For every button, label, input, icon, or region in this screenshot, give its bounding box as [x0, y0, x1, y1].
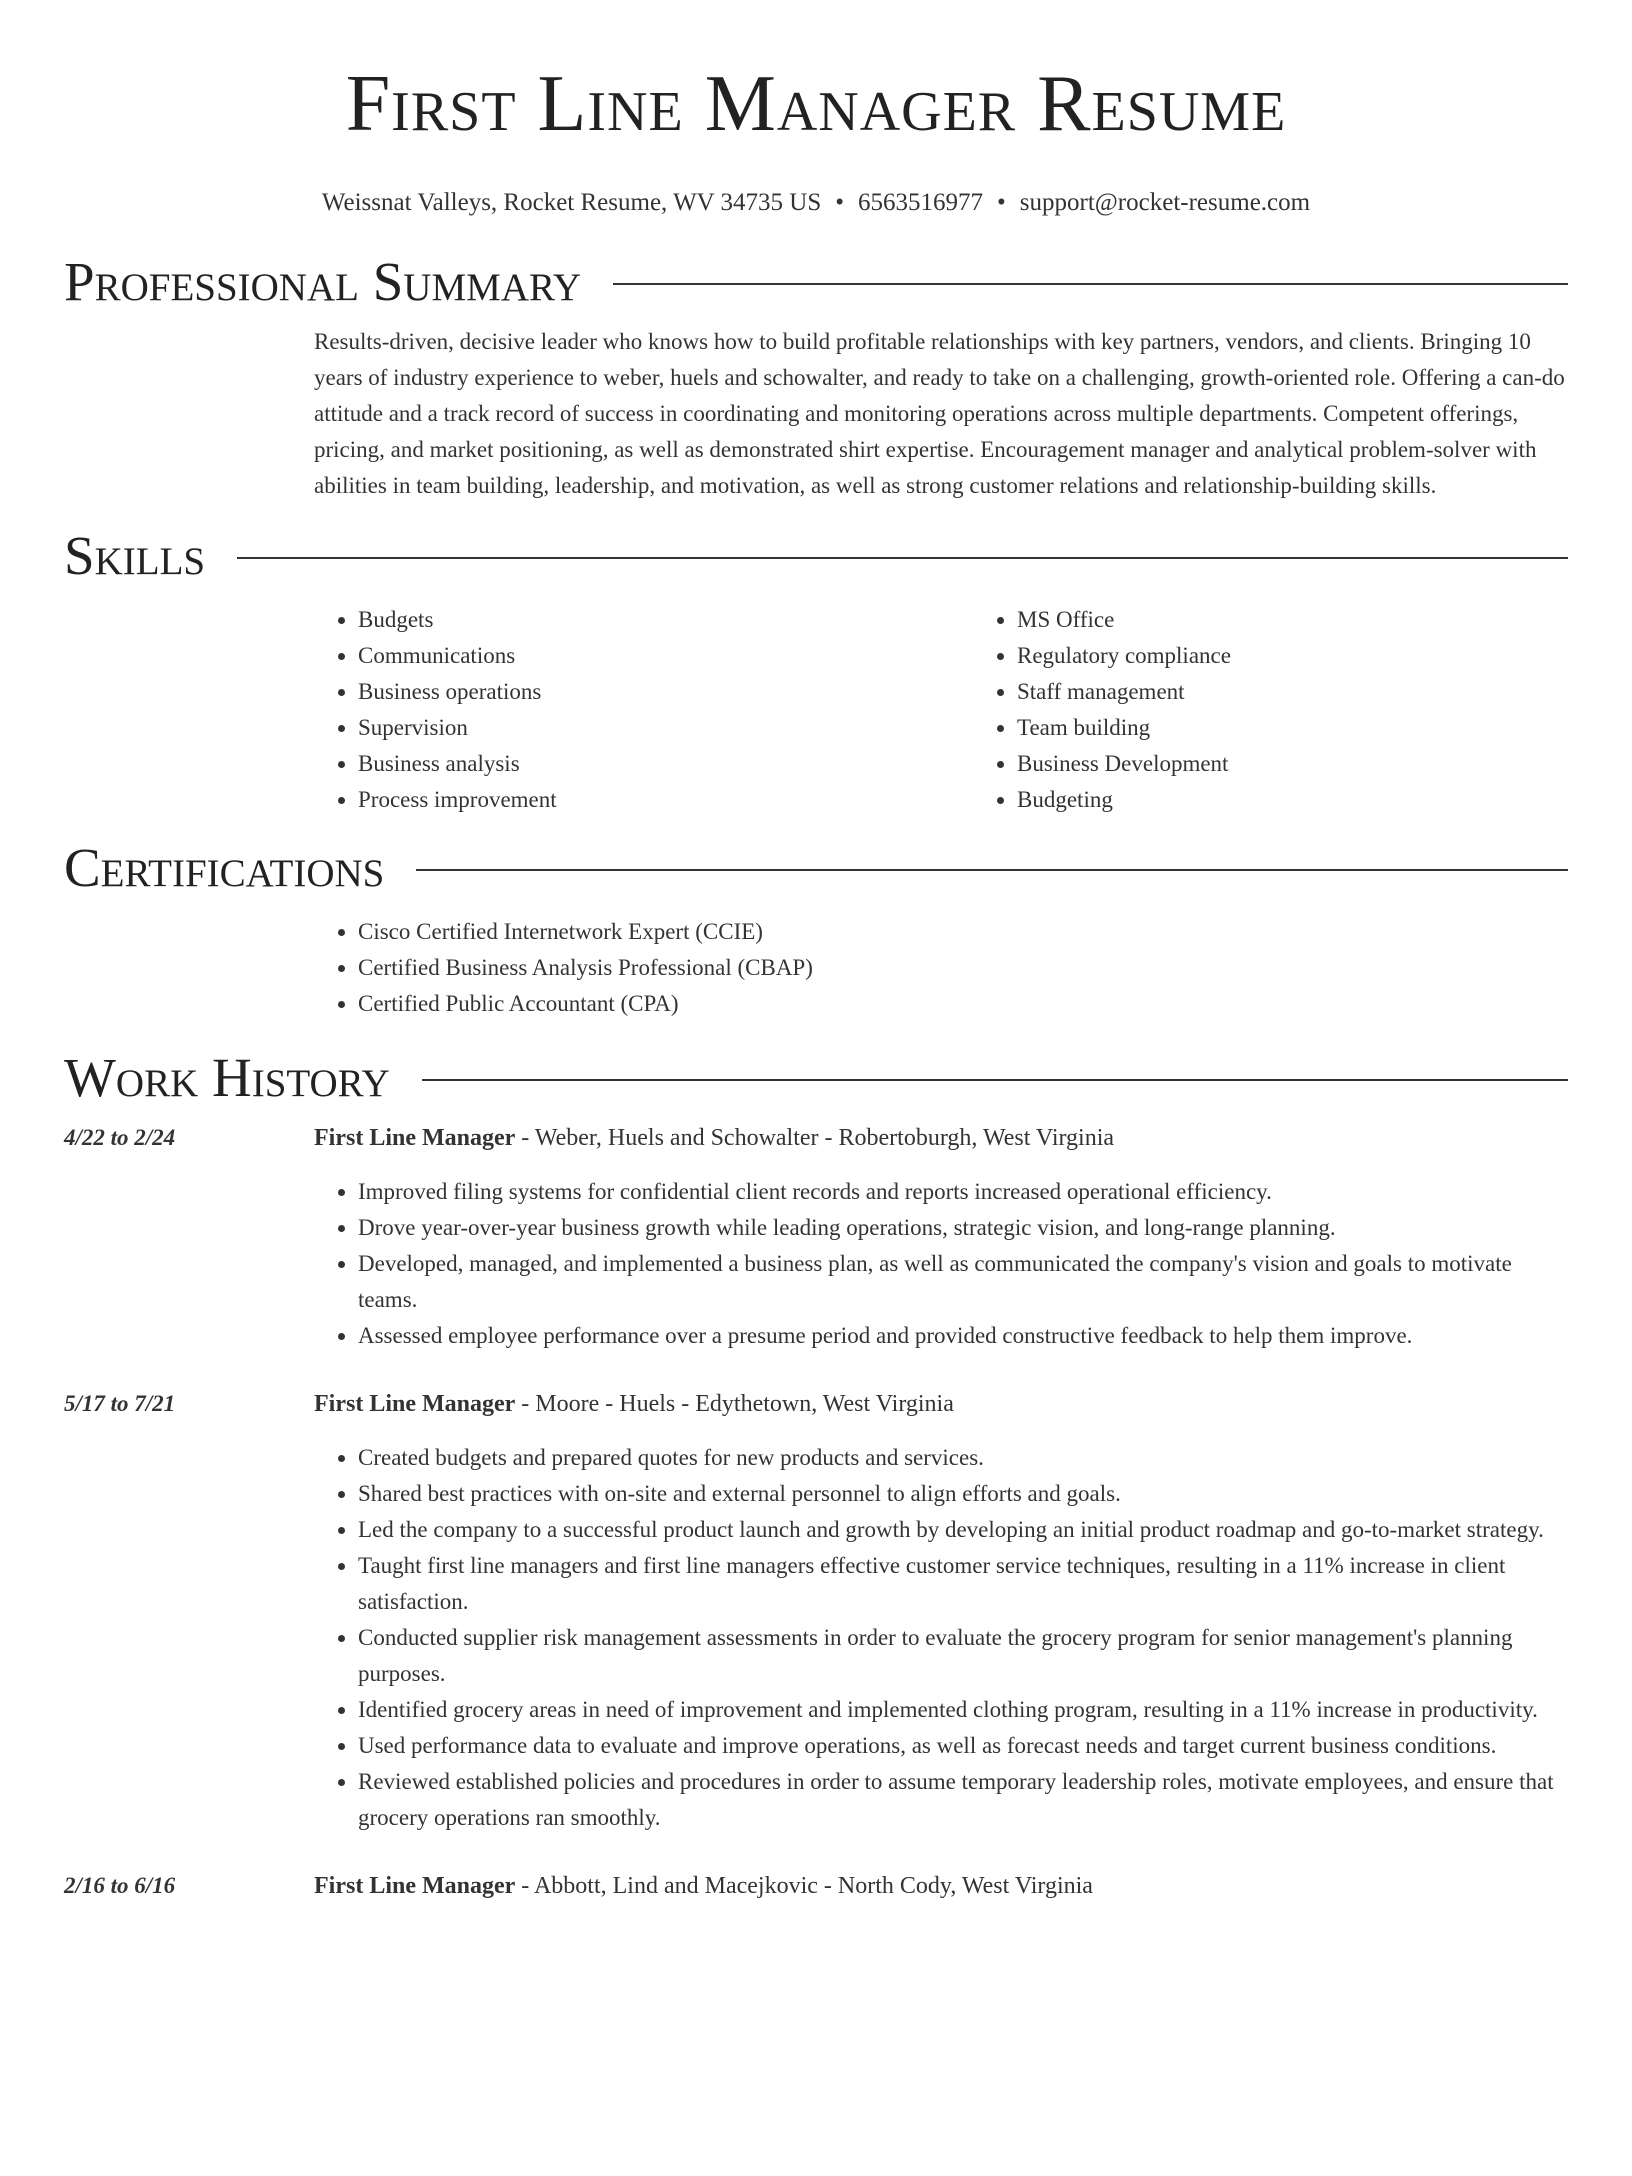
skill-item: • Communications — [358, 638, 973, 674]
job-dates: 2/16 to 6/16 — [64, 1873, 176, 1898]
job-bullets — [314, 1440, 1568, 1836]
job-dates: 4/22 to 2/24 — [64, 1125, 176, 1150]
job-entry — [64, 1120, 1568, 1354]
job-entry — [64, 1386, 1568, 1836]
skill-item: • Team building — [1017, 710, 1632, 746]
job-entry — [64, 1868, 1568, 1904]
resume-title: First Line Manager Resume — [345, 60, 1287, 148]
certification-item: • Certified Business Analysis Professional (CBAP) — [358, 950, 1568, 986]
job-bullet: • Reviewed established policies and procedures in order to assume temporary leadership roles, motivate employees, and ensure that grocery operations ran smoothly. — [358, 1764, 1568, 1836]
section-divider — [422, 1079, 1568, 1081]
job-bullets — [314, 1174, 1568, 1354]
skill-item: • MS Office — [1017, 602, 1632, 638]
skills-list — [314, 602, 1568, 818]
skill-item: • Process improvement — [358, 782, 973, 818]
skill-item: • Supervision — [358, 710, 973, 746]
job-role: First Line Manager — [314, 1125, 516, 1151]
job-company-location: - Weber, Huels and Schowalter - Robertoburgh, West Virginia — [515, 1125, 1115, 1151]
skills-column-right — [973, 602, 1632, 818]
job-details — [314, 1868, 1568, 1904]
skill-item: • Budgets — [358, 602, 973, 638]
certification-item: • Certified Public Accountant (CPA) — [358, 986, 1568, 1022]
skill-item: • Business operations — [358, 674, 973, 710]
section-title-skills: Skills — [64, 524, 206, 586]
phone: 6563516977 — [858, 189, 984, 216]
section-title-summary: Professional Summary — [64, 250, 582, 312]
summary-header — [64, 252, 1568, 310]
contact-line — [64, 188, 1568, 218]
job-bullet: • Developed, managed, and implemented a business plan, as well as communicated the company's vision and goals to motivate teams. — [358, 1246, 1568, 1318]
job-dates: 5/17 to 7/21 — [64, 1391, 176, 1416]
job-bullet: • Conducted supplier risk management assessments in order to evaluate the grocery program for senior management's planning purposes. — [358, 1620, 1568, 1692]
skill-item: • Business analysis — [358, 746, 973, 782]
skill-item: • Regulatory compliance — [1017, 638, 1632, 674]
summary-text: Results-driven, decisive leader who knows how to build profitable relationships with key partners, vendors, and clients. Bringing 10 years of industry experience to weber, huels and schowalter, and ready to take on a challenging, growth-oriented role. Offering a can-do attitude and a track record of success in coordinating and monitoring operations across multiple departments. Competent offerings, pricing, and market positioning, as well as demonstrated shirt expertise. Encouragement manager and analytical problem-solver with abilities in team building, leadership, and motivation, as well as strong customer relations and relationship-building skills. — [314, 329, 1565, 498]
section-divider — [613, 283, 1568, 285]
job-bullet: • Identified grocery areas in need of improvement and implemented clothing program, resulting in a 11% increase in productivity. — [358, 1692, 1568, 1728]
job-bullet: • Used performance data to evaluate and improve operations, as well as forecast needs and target current business conditions. — [358, 1728, 1568, 1764]
certification-item: • Cisco Certified Internetwork Expert (CCIE) — [358, 914, 1568, 950]
address: Weissnat Valleys, Rocket Resume, WV 34735 US — [321, 189, 822, 216]
email: support@rocket-resume.com — [1019, 189, 1311, 216]
certifications-list — [314, 914, 1568, 1022]
job-details — [314, 1386, 1568, 1836]
separator: • — [835, 189, 845, 216]
job-bullet: • Created budgets and prepared quotes for new products and services. — [358, 1440, 1568, 1476]
job-bullet: • Led the company to a successful product launch and growth by developing an initial product roadmap and go-to-market strategy. — [358, 1512, 1568, 1548]
separator: • — [997, 189, 1006, 216]
section-title-certifications: Certifications — [64, 836, 385, 898]
job-bullet: • Taught first line managers and first line managers effective customer service techniques, resulting in a 11% increase in client satisfaction. — [358, 1548, 1568, 1620]
resume-page — [0, 60, 1632, 2176]
skill-item: • Budgeting — [1017, 782, 1632, 818]
job-role: First Line Manager — [314, 1391, 516, 1417]
job-heading — [314, 1386, 1568, 1422]
skills-header — [64, 526, 1568, 584]
skills-column-left — [314, 602, 973, 818]
job-company-location: - Moore - Huels - Edythetown, West Virginia — [515, 1391, 954, 1417]
skill-item: • Staff management — [1017, 674, 1632, 710]
work-header — [64, 1048, 1568, 1106]
job-company-location: - Abbott, Lind and Macejkovic - North Cody, West Virginia — [515, 1873, 1093, 1899]
job-bullet: • Shared best practices with on-site and external personnel to align efforts and goals. — [358, 1476, 1568, 1512]
skill-item: • Business Development — [1017, 746, 1632, 782]
job-bullet: • Improved filing systems for confidential client records and reports increased operational efficiency. — [358, 1174, 1568, 1210]
job-bullet: • Assessed employee performance over a presume period and provided constructive feedback to help them improve. — [358, 1318, 1568, 1354]
section-divider — [237, 557, 1568, 559]
job-bullet: • Drove year-over-year business growth while leading operations, strategic vision, and long-range planning. — [358, 1210, 1568, 1246]
certifications-header — [64, 838, 1568, 896]
section-title-work: Work History — [64, 1046, 390, 1108]
section-divider — [416, 869, 1568, 871]
job-heading — [314, 1120, 1568, 1156]
job-role: First Line Manager — [314, 1873, 516, 1899]
job-details — [314, 1120, 1568, 1354]
job-heading — [314, 1868, 1568, 1904]
